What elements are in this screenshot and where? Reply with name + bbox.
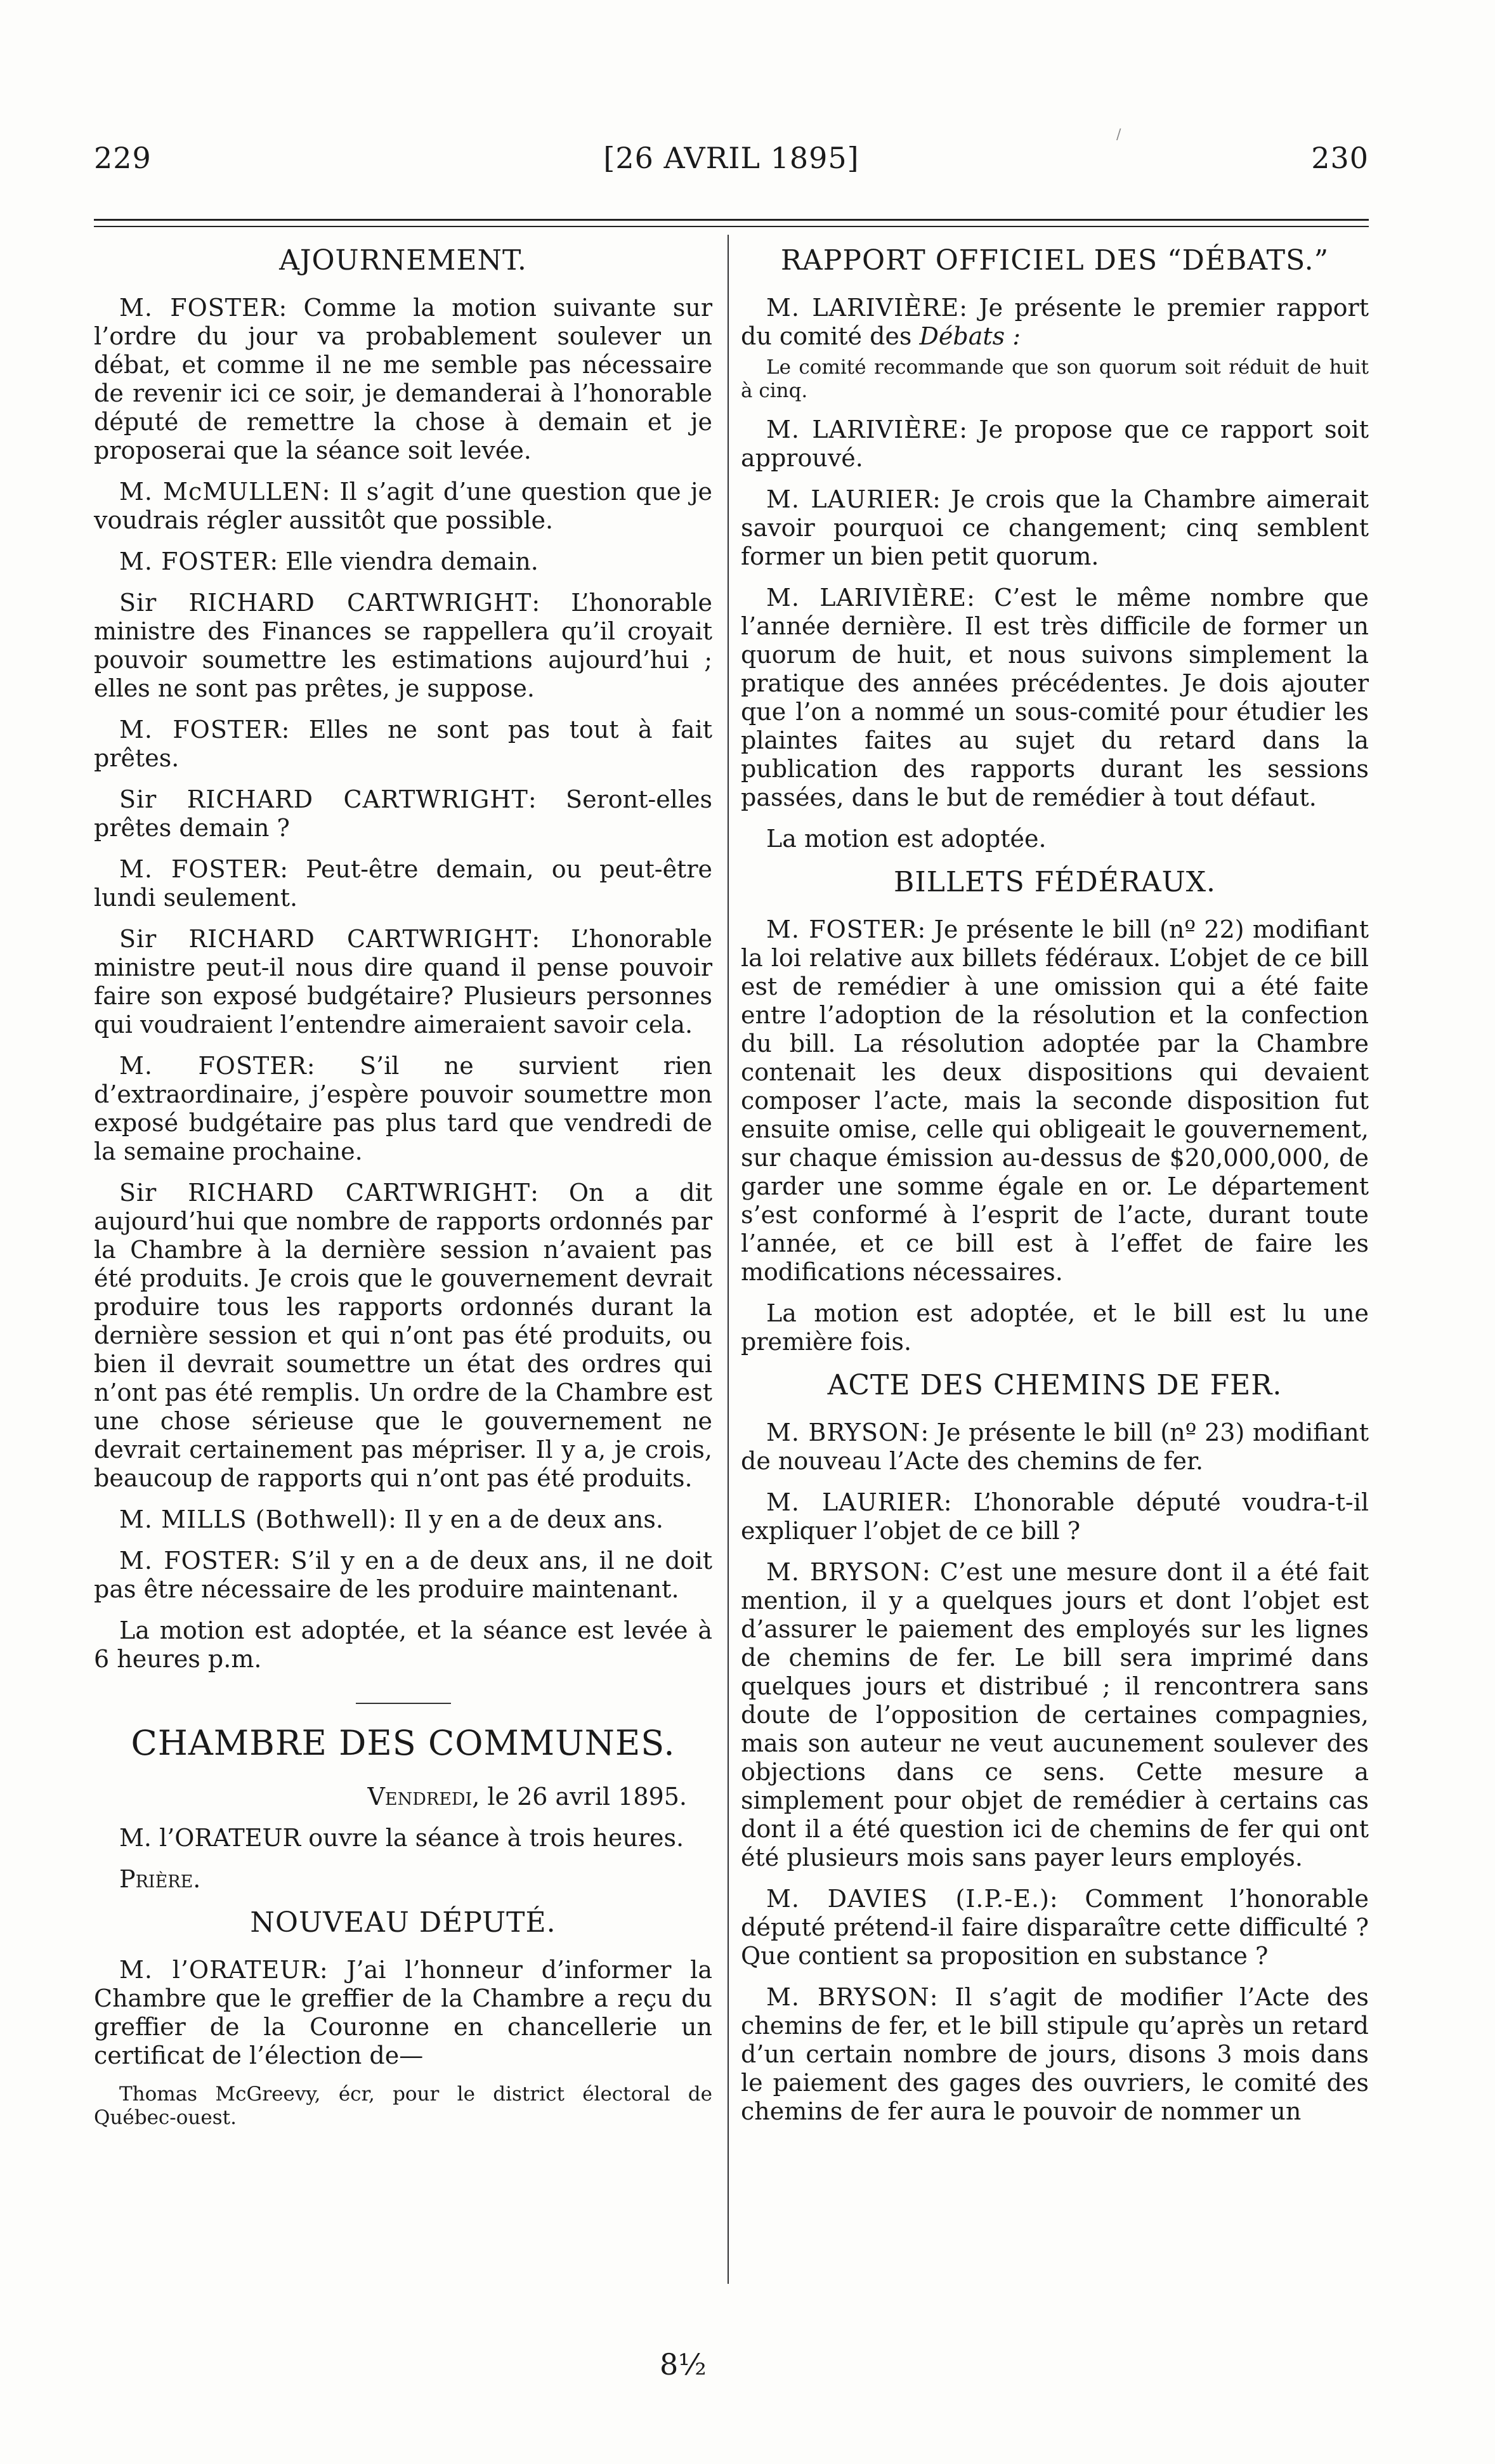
paragraph: [741, 584, 1369, 812]
speaker: M. LARIVIÈRE: [766, 416, 960, 443]
speaker: M. LARIVIÈRE: [766, 294, 960, 322]
speech: : Peut-être demain, ou peut-être lundi seulement.: [94, 855, 712, 912]
left-column: [94, 244, 712, 2142]
dateline: [94, 1783, 687, 1811]
speaker: Sir RICHARD CARTWRIGHT: [119, 589, 532, 617]
heading-nouveau-depute: NOUVEAU DÉPUTÉ.: [250, 1906, 556, 1939]
speech: : Je présente le bill (nº 23) modifiant de nouveau l’Acte des chemins de fer.: [741, 1419, 1369, 1475]
paragraph: [94, 925, 712, 1039]
paragraph: M. l’ORATEUR ouvre la séance à trois heures.: [119, 1824, 684, 1852]
speech: : Il s’agit d’une question que je voudrais régler aussitôt que possible.: [94, 478, 713, 534]
speaker: Sir RICHARD CARTWRIGHT: [119, 925, 532, 953]
paragraph: [741, 294, 1369, 351]
committee-report: Le comité recommande que son quorum soit réduit de huit à cinq.: [741, 356, 1369, 402]
speaker: M. McMULLEN: [119, 478, 322, 506]
speaker: M. LAURIER: [766, 485, 933, 513]
speaker: M. FOSTER: [119, 1547, 273, 1575]
paragraph: [94, 547, 712, 576]
speech: : Je présente le premier rapport du comité des: [741, 294, 1369, 350]
speech: : On a dit aujourd’hui que nombre de rapports ordonnés par la Chambre à la dernière session n’avaient pas été produits. Je crois que le gouvernement devrait produire tous les rapports ordonnés durant la dernière session et qui n’ont pas été produits, ou bien il devrait soumettre un état des ordres qui n’ont pas été remplis. Un ordre de la Chambre est une chose sérieuse que le gouvernement ne devrait certainement pas mépriser. Il y a, je crois, beaucoup de rapports qui n’ont pas été produits.: [94, 1179, 712, 1492]
dateline-rest: , le 26 avril 1895.: [472, 1783, 687, 1811]
speech: : Il y en a de deux ans.: [388, 1505, 663, 1533]
header-date: [26 AVRIL 1895]: [603, 141, 859, 175]
heading-rapport: RAPPORT OFFICIEL DES “DÉBATS.”: [780, 244, 1329, 277]
heading-ajournement: AJOURNEMENT.: [279, 244, 527, 277]
speech: : Je crois que la Chambre aimerait savoir pourquoi ce changement; cinq semblent former un bien petit quorum.: [741, 485, 1369, 570]
heading-acte: ACTE DES CHEMINS DE FER.: [827, 1369, 1283, 1401]
speech: : Comment l’honorable député prétend-il faire disparaître cette difficulté ? Que contient sa proposition en substance ?: [741, 1885, 1369, 1970]
right-column: [741, 244, 1369, 2139]
speech: : Comme la motion suivante sur l’ordre du jour va probablement soulever un débat, et comme il ne me semble pas nécessaire de revenir ici ce soir, je demanderai à l’honorable député de remettre la chose à demain et je proposerai que la séance soit levée.: [94, 294, 712, 464]
paragraph: [94, 478, 712, 535]
paragraph: La motion est adoptée, et le bill est lu une première fois.: [741, 1299, 1369, 1356]
paragraph: [741, 1488, 1369, 1545]
speaker: M. FOSTER: [119, 855, 280, 883]
speaker: M. BRYSON: [766, 1558, 922, 1586]
stray-mark: /: [1116, 127, 1121, 143]
paragraph: [741, 1558, 1369, 1872]
speaker: M. l’ORATEUR: [119, 1956, 320, 1984]
speech: : Il s’agit de modifier l’Acte des chemins de fer, et le bill stipule qu’après un retard d’un certain nombre de jours, disons 3 mois dans le paiement des gages des ouvriers, le comité des chemins de fer aura le pouvoir de nommer un: [741, 1983, 1369, 2125]
paragraph: [741, 485, 1369, 571]
paragraph: [94, 785, 712, 842]
running-header: [94, 141, 1369, 185]
paragraph: [741, 1419, 1369, 1476]
paragraph: [94, 1505, 712, 1534]
speaker: M. FOSTER: [766, 915, 918, 943]
column-divider: [728, 235, 729, 2284]
paragraph: [94, 1052, 712, 1166]
speech: : Seront-elles prêtes demain ?: [94, 785, 712, 842]
speaker: M. MILLS (Bothwell): [119, 1505, 389, 1533]
speech: : S’il ne survient rien d’extraordinaire, j’espère pouvoir soumettre mon exposé budgétaire pas plus tard que vendredi de la semaine prochaine.: [94, 1052, 712, 1165]
speaker: M. LARIVIÈRE: [766, 584, 967, 612]
folio-mark: 8½: [660, 2347, 707, 2382]
speaker: M. LAURIER: [766, 1488, 944, 1516]
speaker: M. FOSTER: [119, 294, 279, 322]
priere: Prière.: [119, 1865, 201, 1893]
speaker: M. DAVIES (I.P.-E.): [766, 1885, 1050, 1913]
speech: : Je propose que ce rapport soit approuvé.: [741, 416, 1369, 472]
paragraph: [94, 1179, 712, 1493]
paragraph: [94, 589, 712, 703]
speech: : L’honorable ministre peut-il nous dire quand il pense pouvoir faire son exposé budgétaire? Plusieurs personnes qui voudraient l’entendre aimeraient savoir cela.: [94, 925, 712, 1039]
paragraph: [94, 855, 712, 912]
paragraph: La motion est adoptée, et la séance est levée à 6 heures p.m.: [94, 1616, 712, 1673]
speaker: Sir RICHARD CARTWRIGHT: [119, 1179, 531, 1207]
speaker: M. BRYSON: [766, 1419, 921, 1446]
header-rule-bottom: [94, 226, 1369, 227]
paragraph: [94, 1956, 712, 2070]
paragraph: [94, 294, 712, 465]
speech: : Elles ne sont pas tout à fait prêtes.: [94, 716, 712, 772]
speaker: Sir RICHARD CARTWRIGHT: [119, 785, 528, 813]
paragraph: [94, 716, 712, 773]
page-number-left: 229: [94, 141, 152, 175]
speaker: M. FOSTER: [119, 547, 270, 575]
speech: : J’ai l’honneur d’informer la Chambre que le greffier de la Chambre a reçu du greffier de la Couronne en chancellerie un certificat de l’élection de—: [94, 1956, 712, 2069]
paragraph: [741, 416, 1369, 473]
speaker: M. FOSTER: [119, 1052, 307, 1080]
page-number-right: 230: [1311, 141, 1369, 175]
section-rule: [356, 1703, 451, 1704]
speech: : L’honorable député voudra-t-il expliquer l’objet de ce bill ?: [741, 1488, 1369, 1545]
dateline-day: Vendredi: [367, 1783, 473, 1811]
speech: : S’il y en a de deux ans, il ne doit pas être nécessaire de les produire maintenant.: [94, 1547, 712, 1603]
speech: : Je présente le bill (nº 22) modifiant la loi relative aux billets fédéraux. L’objet de ce bill est de remédier à une omission qui a été faite entre l’adoption de la résolution et la confection du bill. La résolution adoptée par la Chambre contenait les deux dispositions qui devaient composer l’acte, mais la seconde disposition fut ensuite omise, celle qui obligeait le gouvernement, sur chaque émission au-dessus de $20,000,000, de garder une somme égale en or. Le département s’est conformé à l’esprit de l’acte, durant toute l’année, et ce bill est à l’effet de faire les modifications nécessaires.: [741, 915, 1369, 1286]
heading-chambre: CHAMBRE DES COMMUNES.: [131, 1723, 676, 1763]
speech: : C’est le même nombre que l’année dernière. Il est très difficile de former un quorum de huit, et nous suivons simplement la pratique des années précédentes. Je dois ajouter que l’on a nommé un sous-comité pour étudier les plaintes faites au sujet du retard dans la publication des rapports durant les sessions passées, dans le but de remédier à tout défaut.: [741, 584, 1369, 811]
speech-italic: Débats :: [919, 322, 1021, 350]
header-rule-top: [94, 219, 1369, 221]
speech: : Elle viendra demain.: [270, 547, 539, 575]
paragraph: La motion est adoptée.: [766, 825, 1047, 853]
certificate-note: Thomas McGreevy, écr, pour le district électoral de Québec-ouest.: [94, 2083, 712, 2129]
speech: : L’honorable ministre des Finances se rappellera qu’il croyait pouvoir soumettre les estimations aujourd’hui ; elles ne sont pas prêtes, je suppose.: [94, 589, 712, 702]
paragraph: [741, 915, 1369, 1287]
paragraph: [741, 1885, 1369, 1970]
paragraph: [741, 1983, 1369, 2126]
heading-billets: BILLETS FÉDÉRAUX.: [893, 866, 1217, 898]
speech: : C’est une mesure dont il a été fait mention, il y a quelques jours et dont l’objet est d’assurer le paiement des employés sur les lignes de chemins de fer. Le bill sera imprimé dans quelques jours et distribué ; il rencontrera sans doute de l’opposition de certaines compagnies, mais son auteur ne veut aucunement soulever des objections dans ce sens. Cette mesure a simplement pour objet de remédier à certains cas dont il a été question ici de chemins de fer qui ont été plusieurs mois sans payer leurs employés.: [741, 1558, 1369, 1871]
speaker: M. FOSTER: [119, 716, 282, 744]
paragraph: [94, 1547, 712, 1604]
speaker: M. BRYSON: [766, 1983, 930, 2011]
